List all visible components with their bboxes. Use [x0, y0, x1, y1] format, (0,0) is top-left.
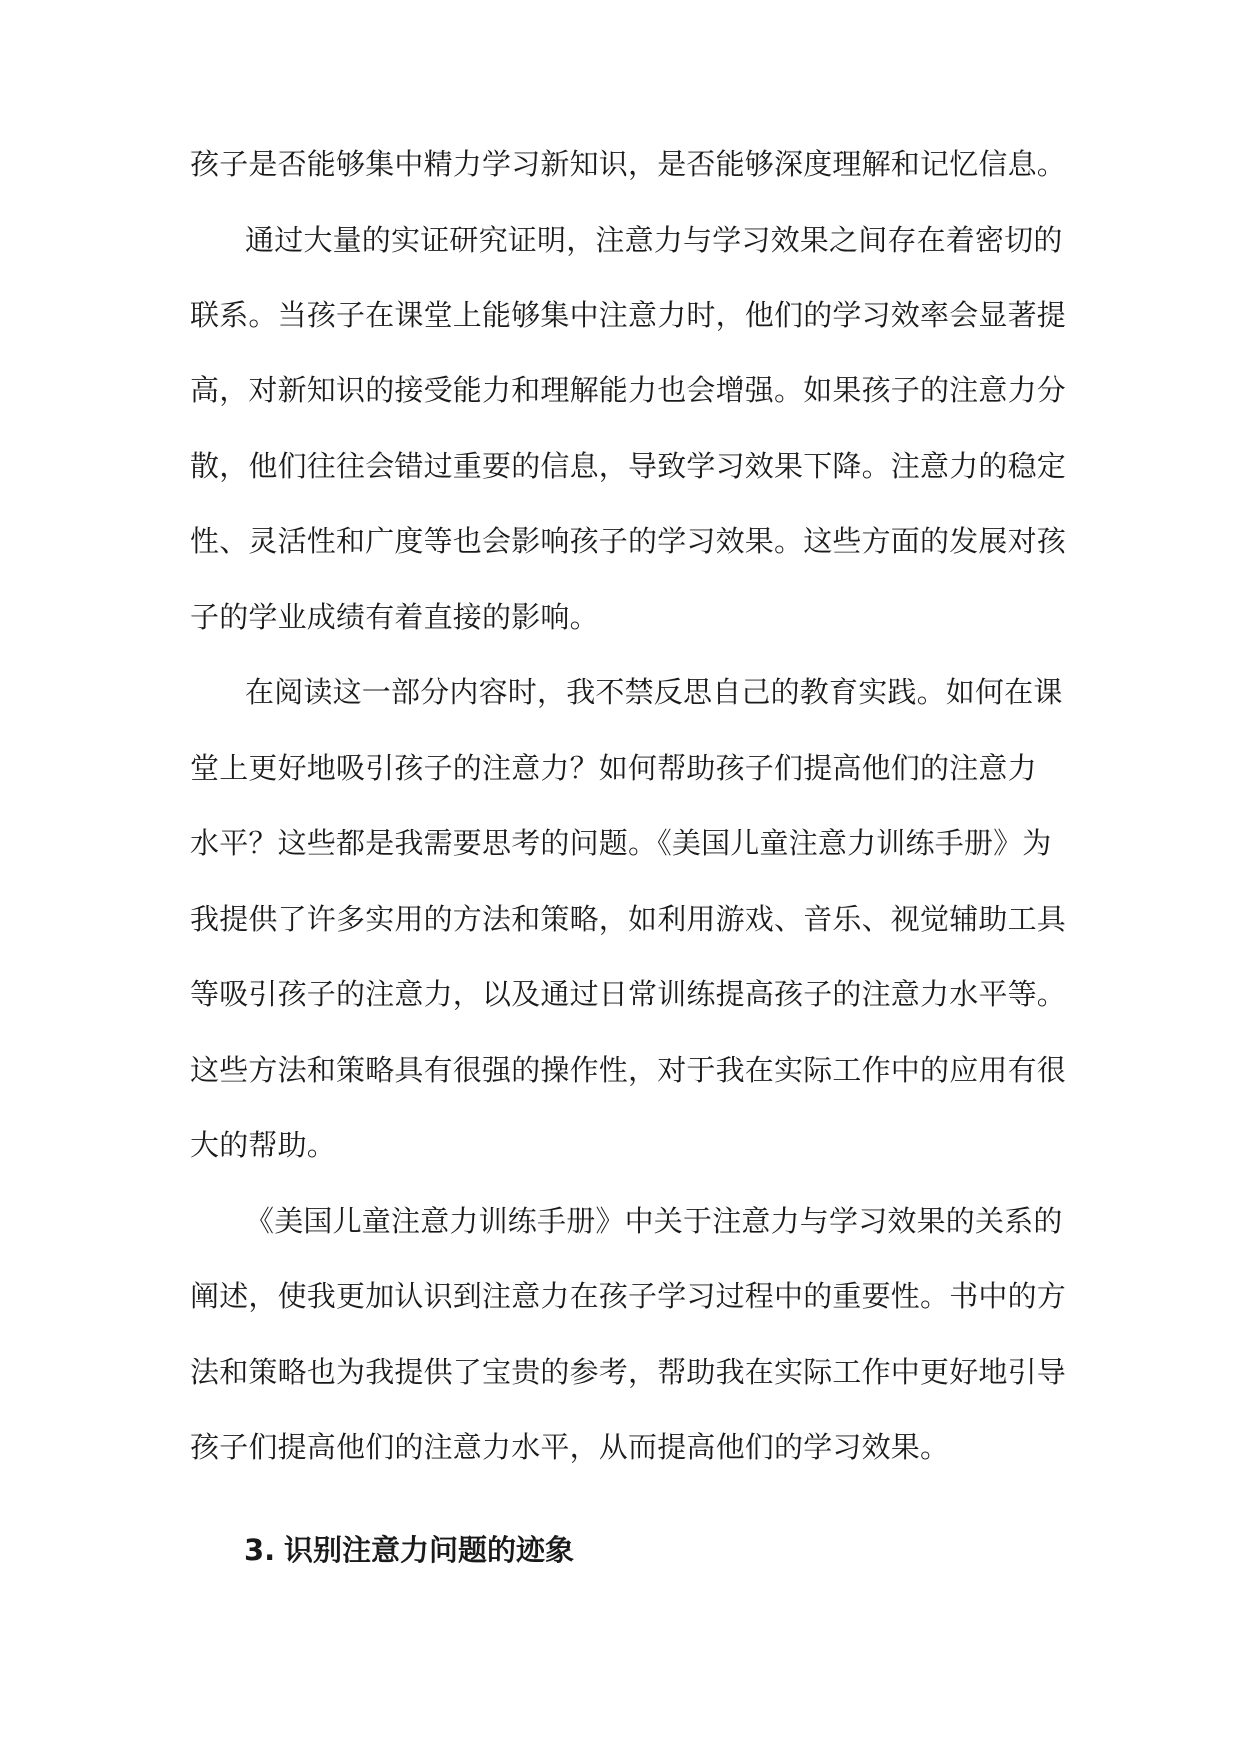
paragraph-line: 水平？这些都是我需要思考的问题。《美国儿童注意力训练手册》为 — [190, 826, 1052, 860]
paragraph-line: 性、灵活性和广度等也会影响孩子的学习效果。这些方面的发展对孩 — [190, 524, 1067, 558]
paragraph-line: 高，对新知识的接受能力和理解能力也会增强。如果孩子的注意力分 — [190, 373, 1067, 407]
section-number: 3. — [244, 1533, 276, 1567]
paragraph-line: 我提供了许多实用的方法和策略，如利用游戏、音乐、视觉辅助工具 — [190, 902, 1067, 936]
paragraph-line: 大的帮助。 — [190, 1128, 337, 1162]
paragraph-line: 通过大量的实证研究证明，注意力与学习效果之间存在着密切的 — [245, 223, 1063, 257]
paragraph-line: 孩子们提高他们的注意力水平，从而提高他们的学习效果。 — [190, 1430, 950, 1464]
paragraph-line: 阐述，使我更加认识到注意力在孩子学习过程中的重要性。书中的方 — [190, 1279, 1067, 1313]
paragraph-line: 《美国儿童注意力训练手册》中关于注意力与学习效果的关系的 — [245, 1204, 1063, 1238]
paragraph-line: 联系。当孩子在课堂上能够集中注意力时，他们的学习效率会显著提 — [190, 298, 1067, 332]
section-heading — [244, 1520, 574, 1580]
paragraph-line: 堂上更好地吸引孩子的注意力？如何帮助孩子们提高他们的注意力 — [190, 751, 1037, 785]
paragraph-line: 子的学业成绩有着直接的影响。 — [190, 600, 599, 634]
paragraph-line: 孩子是否能够集中精力学习新知识，是否能够深度理解和记忆信息。 — [190, 147, 1067, 181]
paragraph-line: 散，他们往往会错过重要的信息，导致学习效果下降。注意力的稳定 — [190, 449, 1067, 483]
paragraph-line: 这些方法和策略具有很强的操作性，对于我在实际工作中的应用有很 — [190, 1053, 1067, 1087]
paragraph-line: 等吸引孩子的注意力，以及通过日常训练提高孩子的注意力水平等。 — [190, 977, 1067, 1011]
section-title: 识别注意力问题的迹象 — [284, 1533, 575, 1567]
paragraph-line: 在阅读这一部分内容时，我不禁反思自己的教育实践。如何在课 — [245, 675, 1063, 709]
paragraph-line: 法和策略也为我提供了宝贵的参考，帮助我在实际工作中更好地引导 — [190, 1355, 1067, 1389]
